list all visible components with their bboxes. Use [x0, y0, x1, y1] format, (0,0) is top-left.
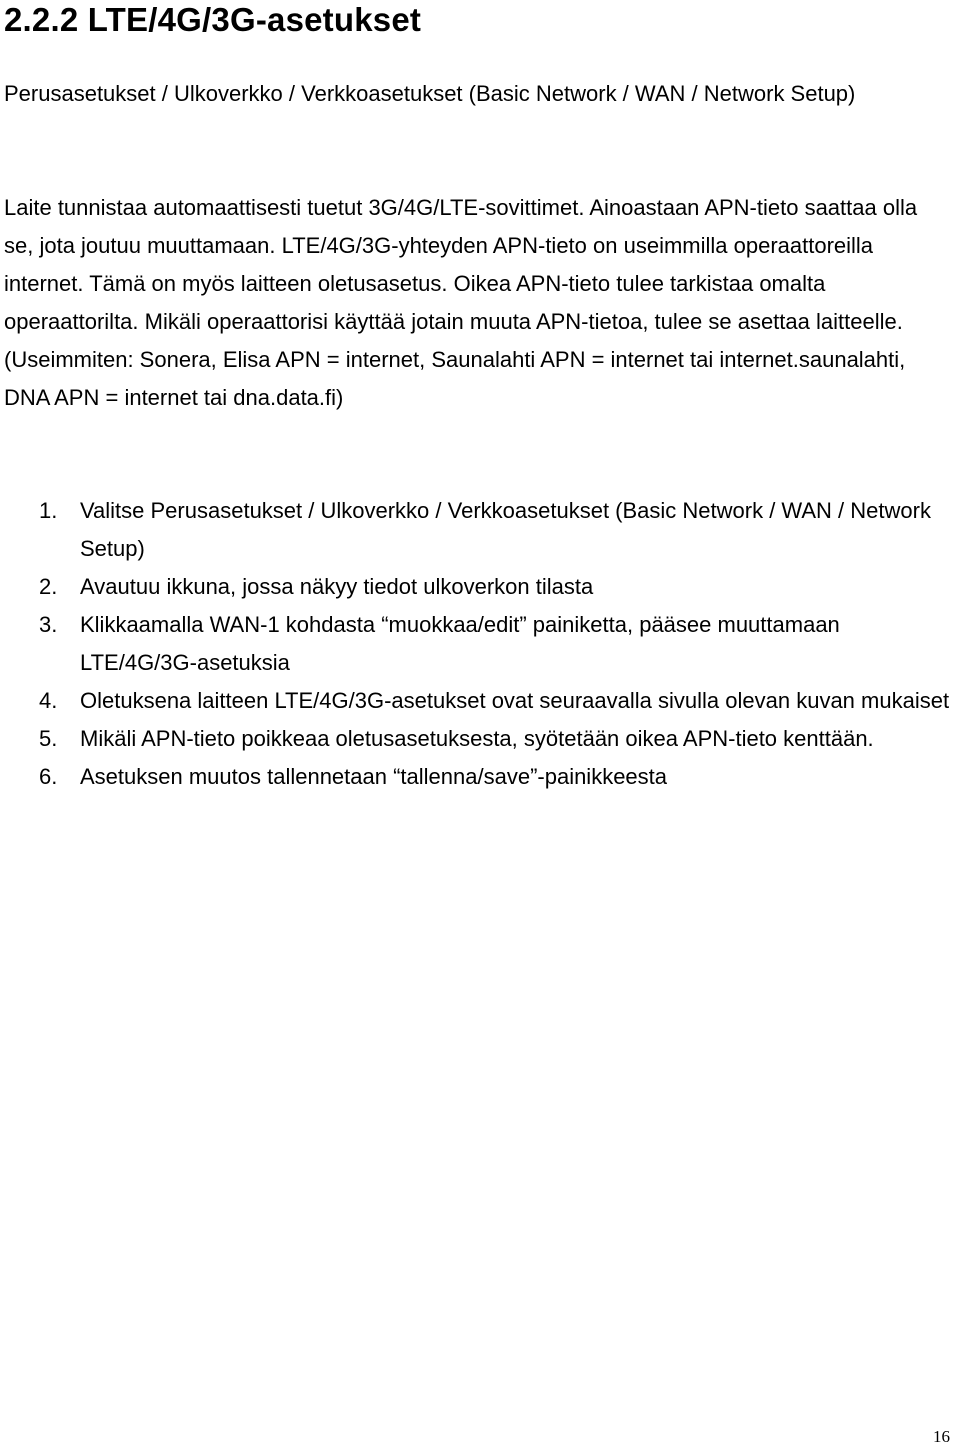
- list-item: [0, 568, 958, 606]
- page-number: 16: [933, 1427, 950, 1446]
- step-text: Mikäli APN-tieto poikkeaa oletusasetuksesta, syötetään oikea APN-tieto kenttään.: [80, 726, 874, 751]
- step-text: Klikkaamalla WAN-1 kohdasta “muokkaa/edit” painiketta, pääsee muuttamaan LTE/4G/3G-asetuksia: [80, 612, 840, 675]
- operator-apn-note: (Useimmiten: Sonera, Elisa APN = internet, Saunalahti APN = internet tai internet.saunalahti, DNA APN = internet tai dna.data.fi): [4, 347, 906, 410]
- list-item: [0, 606, 958, 682]
- step-number: 3.: [39, 612, 58, 637]
- section-heading: 2.2.2 LTE/4G/3G-asetukset: [4, 1, 422, 38]
- list-item: [0, 720, 958, 758]
- list-item: [0, 758, 958, 796]
- menu-path-paragraph: Perusasetukset / Ulkoverkko / Verkkoasetukset (Basic Network / WAN / Network Setup): [4, 81, 856, 106]
- step-text: Valitse Perusasetukset / Ulkoverkko / Verkkoasetukset (Basic Network / WAN / Network Setup): [80, 498, 931, 561]
- step-text: Oletuksena laitteen LTE/4G/3G-asetukset ovat seuraavalla sivulla olevan kuvan mukaiset: [80, 688, 950, 713]
- step-number: 2.: [39, 574, 58, 599]
- step-number: 6.: [39, 764, 58, 789]
- step-text: Avautuu ikkuna, jossa näkyy tiedot ulkoverkon tilasta: [80, 574, 594, 599]
- step-number: 4.: [39, 688, 58, 713]
- list-item: [0, 492, 958, 568]
- list-item: [0, 682, 958, 720]
- step-number: 1.: [39, 498, 58, 523]
- step-text: Asetuksen muutos tallennetaan “tallenna/save”-painikkeesta: [80, 764, 668, 789]
- intro-block: [4, 189, 944, 417]
- step-number: 5.: [39, 726, 58, 751]
- instruction-steps-list: [0, 492, 958, 796]
- intro-paragraph: Laite tunnistaa automaattisesti tuetut 3G/4G/LTE-sovittimet. Ainoastaan APN-tieto saattaa olla se, jota joutuu muuttamaan. LTE/4G/3G-yhteyden APN-tieto on useimmilla operaattoreilla internet. Tämä on myös laitteen oletusasetus. Oikea APN-tieto tulee tarkistaa omalta operaattorilta. Mikäli operaattorisi käyttää jotain muuta APN-tietoa, tulee se asettaa laitteelle.: [4, 195, 918, 334]
